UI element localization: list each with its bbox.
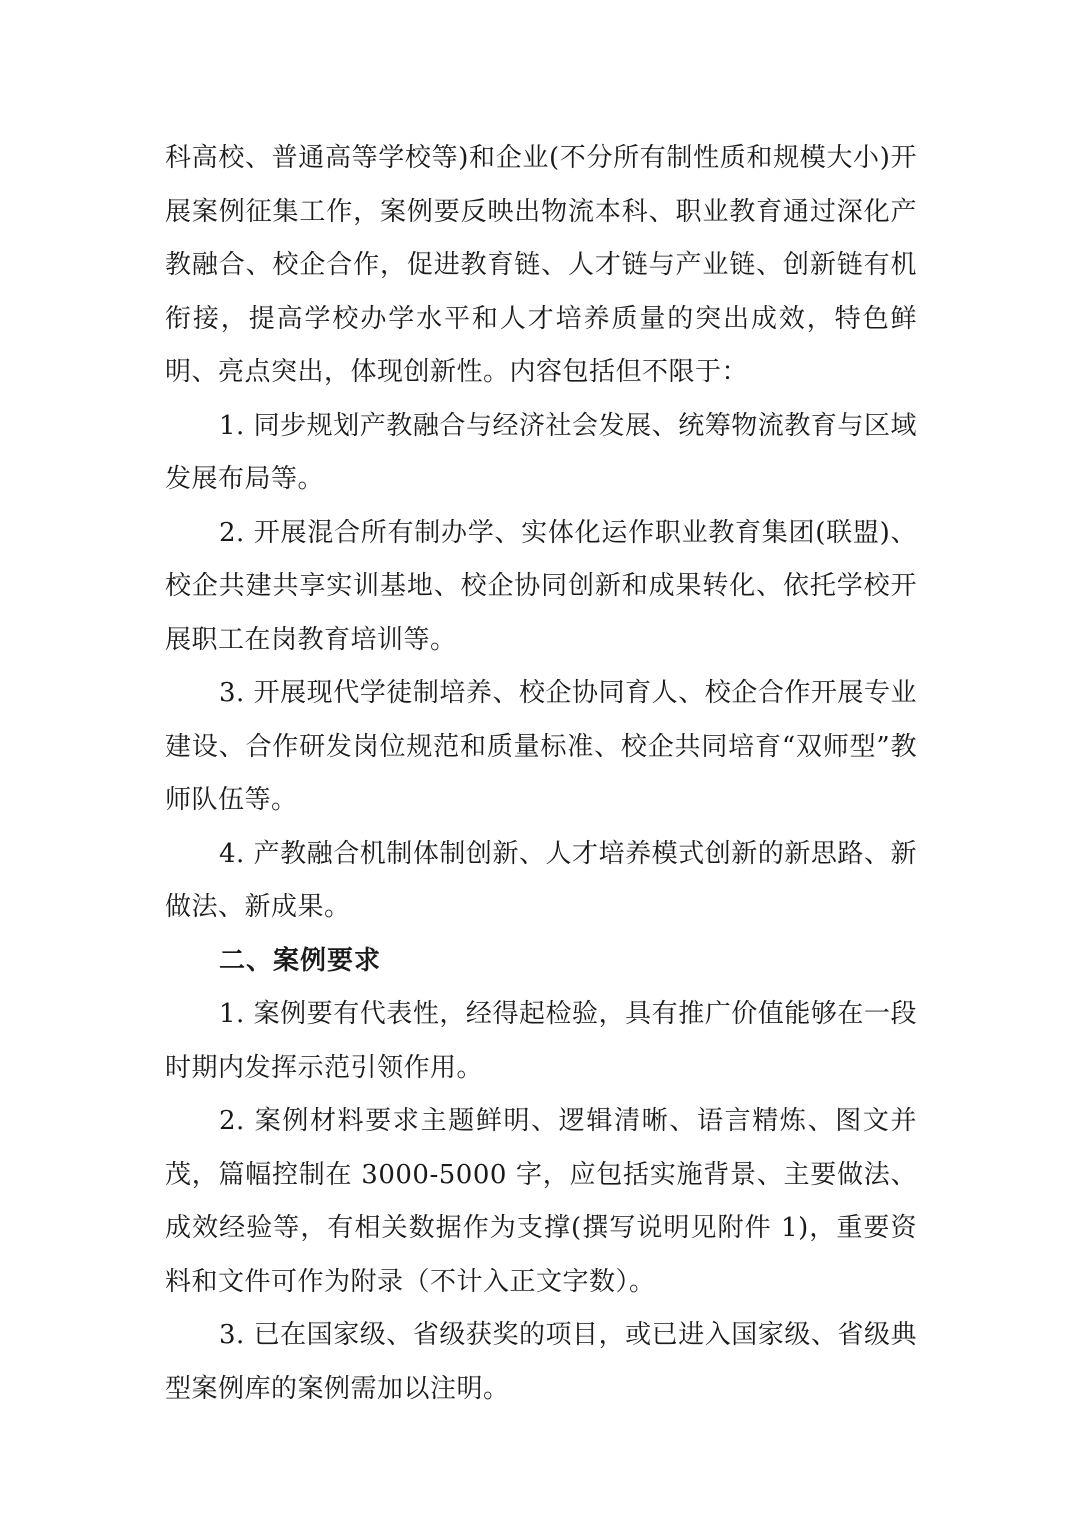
- requirement-item-2: 2. 案例材料要求主题鲜明、逻辑清晰、语言精炼、图文并茂，篇幅控制在 3000-5000 字，应包括实施背景、主要做法、成效经验等，有相关数据作为支撑(撰写说明见附件 1)，重要资料和文件可作为附录（不计入正文字数）。: [165, 1106, 917, 1297]
- content-item-4: 4. 产教融合机制体制创新、人才培养模式创新的新思路、新做法、新成果。: [165, 838, 917, 922]
- requirement-item-1: 1. 案例要有代表性，经得起检验，具有推广价值能够在一段时期内发挥示范引领作用。: [165, 999, 917, 1083]
- section-heading: 二、案例要求: [219, 945, 382, 976]
- content-item-3: 3. 开展现代学徒制培养、校企协同育人、校企合作开展专业建设、合作研发岗位规范和质量标准、校企共同培育“双师型”教师队伍等。: [165, 678, 917, 815]
- document-page: [165, 132, 917, 1416]
- content-item-1: 1. 同步规划产教融合与经济社会发展、统筹物流教育与区域发展布局等。: [165, 410, 917, 494]
- intro-paragraph: 科高校、普通高等学校等)和企业(不分所有制性质和规模大小)开展案例征集工作，案例要反映出物流本科、职业教育通过深化产教融合、校企合作，促进教育链、人才链与产业链、创新链有机衔接，提高学校办学水平和人才培养质量的突出成效，特色鲜明、亮点突出，体现创新性。内容包括但不限于：: [165, 143, 917, 387]
- content-item-2: 2. 开展混合所有制办学、实体化运作职业教育集团(联盟)、校企共建共享实训基地、校企协同创新和成果转化、依托学校开展职工在岗教育培训等。: [165, 517, 917, 655]
- requirement-item-3: 3. 已在国家级、省级获奖的项目，或已进入国家级、省级典型案例库的案例需加以注明。: [165, 1320, 917, 1404]
